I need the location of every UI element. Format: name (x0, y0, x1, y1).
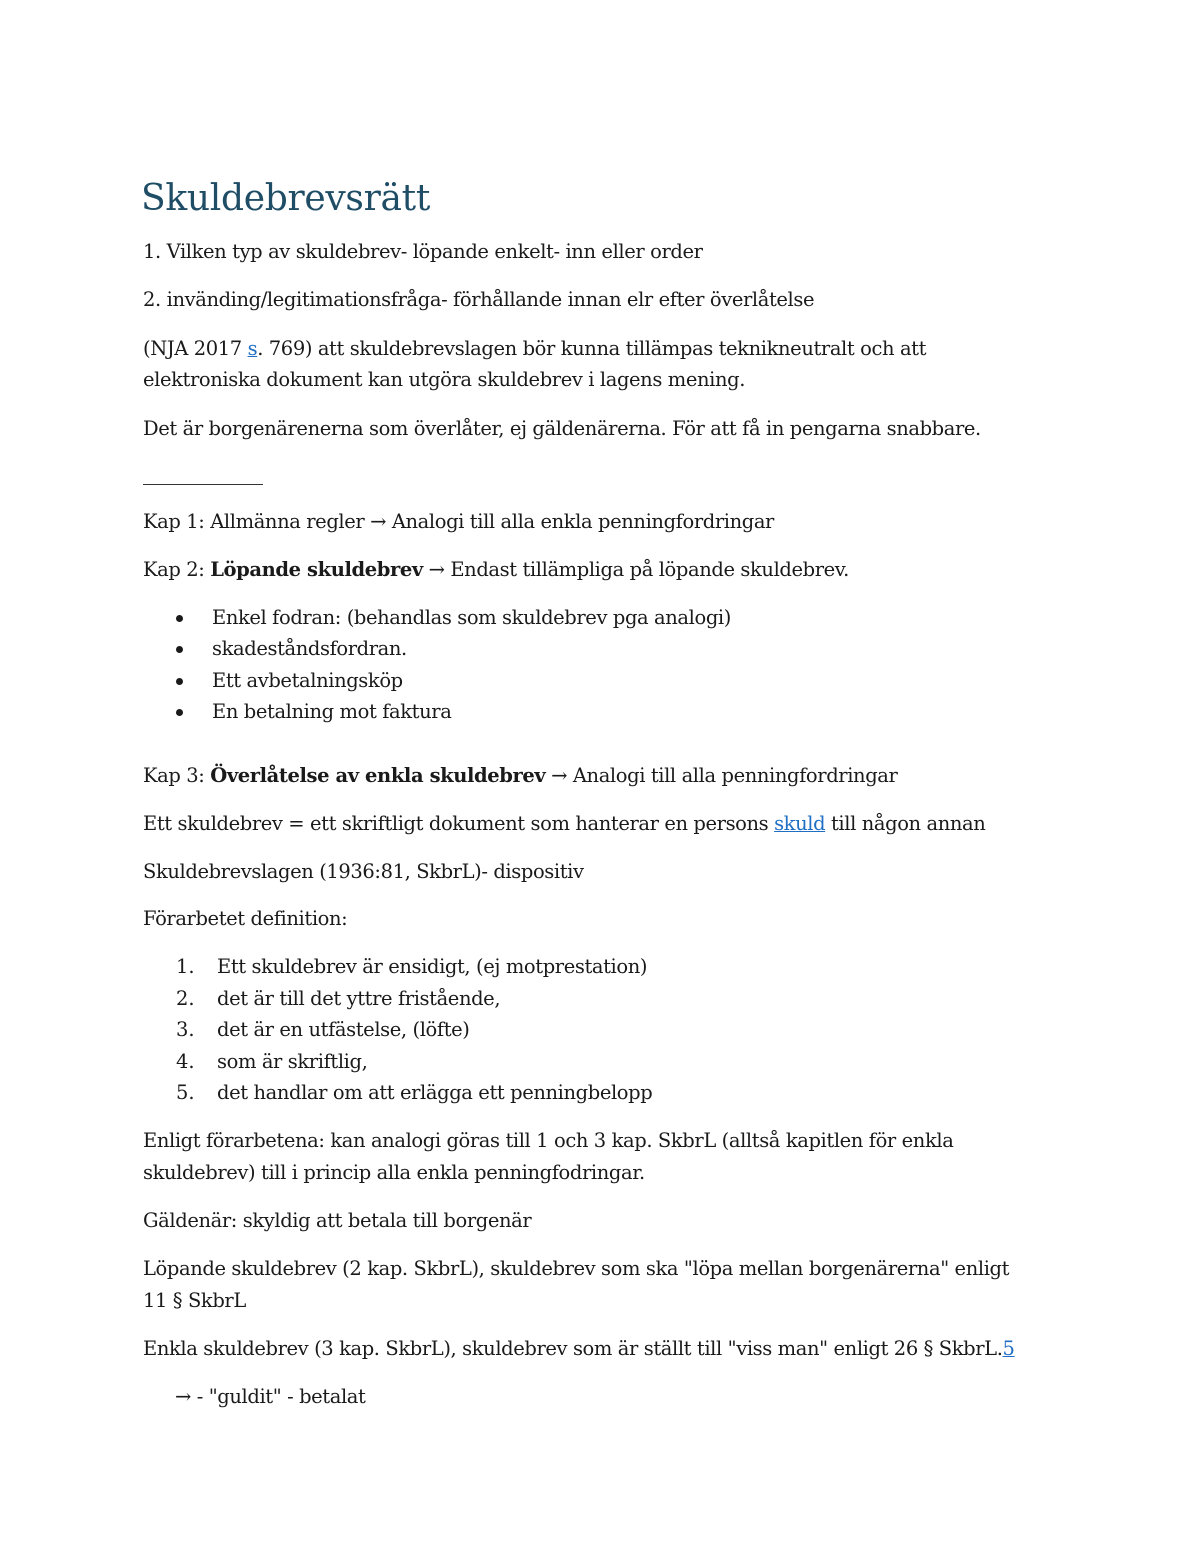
lopande-line-2: 11 § SkbrL (143, 1289, 246, 1312)
kap-3-suffix: → Analogi till alla penningfordringar (545, 764, 898, 787)
bullet-item: Ett avbetalningsköp (212, 669, 403, 692)
footnote-link[interactable]: 5 (1002, 1337, 1015, 1360)
list-item: det handlar om att erlägga ett penningbelopp (217, 1081, 653, 1104)
galdenar-line: Gäldenär: skyldig att betala till borgenär (143, 1209, 532, 1232)
arrow-line: → - "guldit" - betalat (175, 1385, 366, 1408)
enligt-line-2: skuldebrev) till i princip alla enkla penningfodringar. (143, 1161, 645, 1184)
kap-2-prefix: Kap 2: (143, 558, 211, 581)
paragraph-nja-line-2: elektroniska dokument kan utgöra skuldebrev i lagens mening. (143, 368, 746, 391)
paragraph-2: 2. invänding/legitimationsfråga- förhållande innan elr efter överlåtelse (143, 288, 815, 311)
kap-3-prefix: Kap 3: (143, 764, 211, 787)
forarbetet-heading: Förarbetet definition: (143, 907, 348, 930)
bullet-item: En betalning mot faktura (212, 700, 452, 723)
bullet-item: Enkel fodran: (behandlas som skuldebrev pga analogi) (212, 606, 731, 629)
kap-1-line: Kap 1: Allmänna regler → Analogi till alla enkla penningfordringar (143, 510, 774, 533)
bullet-dot (176, 709, 183, 716)
definition-line (143, 812, 985, 835)
enligt-line-1: Enligt förarbetena: kan analogi göras till 1 och 3 kap. SkbrL (alltså kapitlen för enkla (143, 1129, 954, 1152)
kap-3-line (143, 764, 897, 787)
skuldebrevslagen-line: Skuldebrevslagen (1936:81, SkbrL)- dispositiv (143, 860, 584, 883)
kap-2-line (143, 558, 849, 581)
list-number: 4. (176, 1050, 195, 1073)
kap-2-suffix: → Endast tillämpliga på löpande skuldebrev. (422, 558, 849, 581)
list-item: det är till det yttre fristående, (217, 987, 501, 1010)
list-item: det är en utfästelse, (löfte) (217, 1018, 470, 1041)
enkla-line (143, 1337, 1015, 1360)
list-number: 2. (176, 987, 195, 1010)
kap-2-bold: Löpande skuldebrev (210, 558, 423, 581)
horizontal-rule (143, 484, 263, 485)
list-number: 5. (176, 1081, 195, 1104)
bullet-dot (176, 646, 183, 653)
skuld-link[interactable]: skuld (774, 812, 826, 835)
bullet-item: skadeståndsfordran. (212, 637, 407, 660)
nja-link[interactable]: s (247, 337, 258, 360)
bullet-dot (176, 615, 183, 622)
lopande-line-1: Löpande skuldebrev (2 kap. SkbrL), skuldebrev som ska "löpa mellan borgenärerna" enligt (143, 1257, 1010, 1280)
list-item: Ett skuldebrev är ensidigt, (ej motprestation) (217, 955, 648, 978)
definition-suffix: till någon annan (825, 812, 986, 835)
list-number: 3. (176, 1018, 195, 1041)
document-title: Skuldebrevsrätt (141, 178, 431, 219)
paragraph-1: 1. Vilken typ av skuldebrev- löpande enkelt- inn eller order (143, 240, 703, 263)
kap-3-bold: Överlåtelse av enkla skuldebrev (210, 764, 546, 787)
paragraph-borgenar: Det är borgenärenerna som överlåter, ej gäldenärerna. För att få in pengarna snabbare. (143, 417, 981, 440)
paragraph-nja-line-1 (143, 337, 926, 360)
list-number: 1. (176, 955, 195, 978)
list-item: som är skriftlig, (217, 1050, 368, 1073)
definition-prefix: Ett skuldebrev = ett skriftligt dokument som hanterar en persons (143, 812, 775, 835)
nja-prefix: (NJA 2017 (143, 337, 248, 360)
bullet-dot (176, 678, 183, 685)
nja-suffix: . 769) att skuldebrevslagen bör kunna tillämpas teknikneutralt och att (257, 337, 927, 360)
enkla-text: Enkla skuldebrev (3 kap. SkbrL), skuldebrev som är ställt till "viss man" enligt 26 § SkbrL. (143, 1337, 1003, 1360)
